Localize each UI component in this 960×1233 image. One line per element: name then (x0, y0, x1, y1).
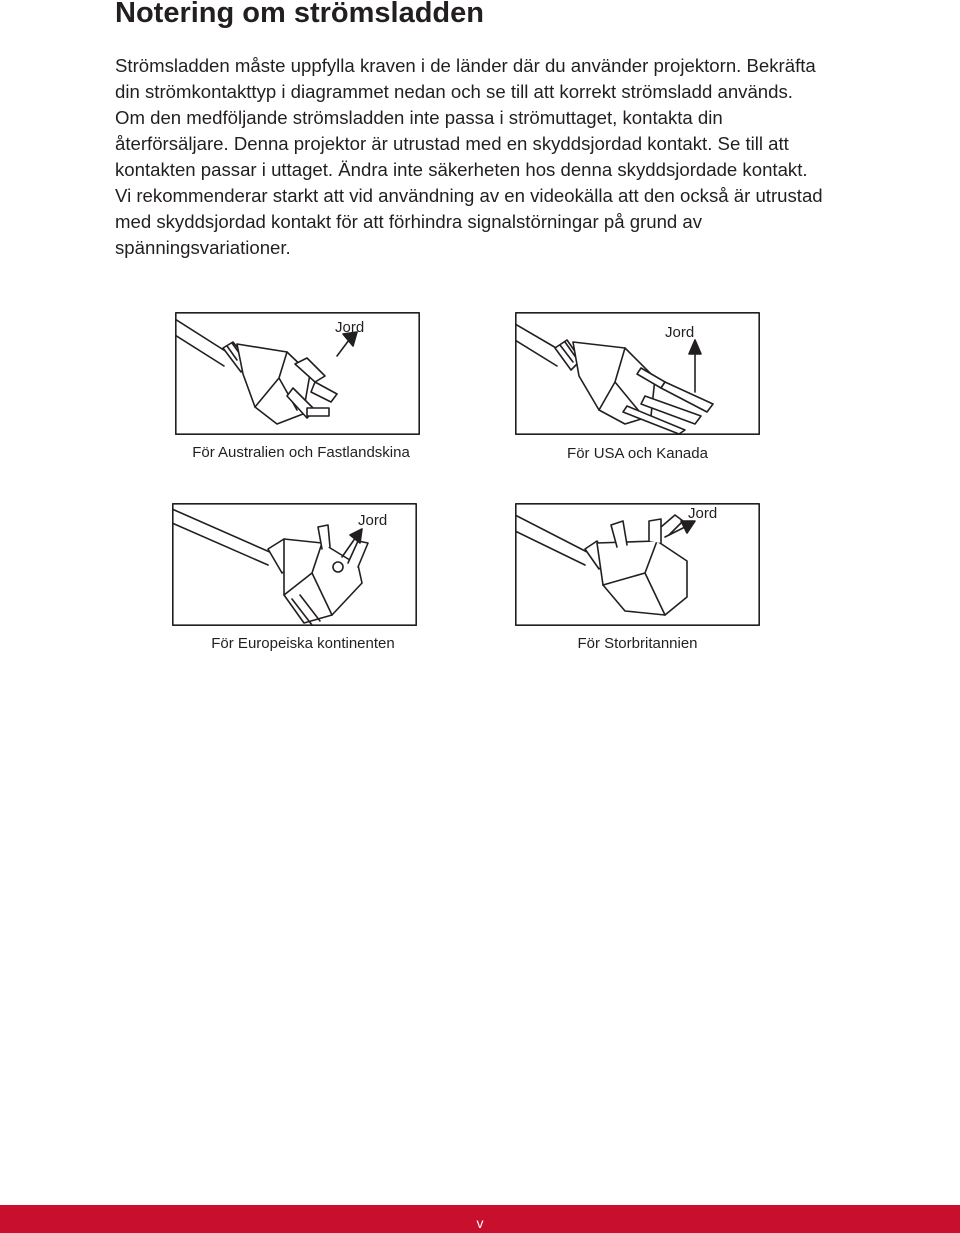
jord-label: Jord (665, 324, 695, 341)
jord-label: Jord (688, 505, 718, 522)
jord-label: Jord (358, 512, 388, 529)
intro-paragraph (115, 53, 855, 261)
intro-line: spänningsvariationer. (115, 237, 291, 258)
intro-line: din strömkontakttyp i diagrammet nedan och se till att korrekt strömsladd används. (115, 81, 793, 102)
intro-line: återförsäljare. Denna projektor är utrustad med en skyddsjordad kontakt. Se till att (115, 133, 789, 154)
intro-line: Om den medföljande strömsladden inte passa i strömuttaget, kontakta din (115, 107, 723, 128)
intro-line: Vi rekommenderar starkt att vid användning av en videokälla att den också är utrustad (115, 185, 823, 206)
plug-caption: För USA och Kanada (567, 445, 708, 462)
jord-label: Jord (335, 319, 365, 336)
intro-line: Strömsladden måste uppfylla kraven i de länder där du använder projektorn. Bekräfta (115, 55, 816, 76)
page-title: Notering om strömsladden (115, 0, 484, 29)
intro-line: med skyddsjordad kontakt för att förhindra signalstörningar på grund av (115, 211, 703, 232)
plug-caption: För Storbritannien (577, 635, 698, 652)
uk-plug-illustration (515, 503, 760, 626)
intro-line: kontakten passar i uttaget. Ändra inte säkerheten hos denna skyddsjordade kontakt. (115, 159, 808, 180)
plug-caption: För Australien och Fastlandskina (192, 444, 410, 461)
usa-canada-plug-illustration (515, 312, 760, 435)
plug-caption: För Europeiska kontinenten (211, 635, 395, 652)
australia-china-plug-illustration (175, 312, 420, 435)
page-number: v (476, 1215, 484, 1231)
